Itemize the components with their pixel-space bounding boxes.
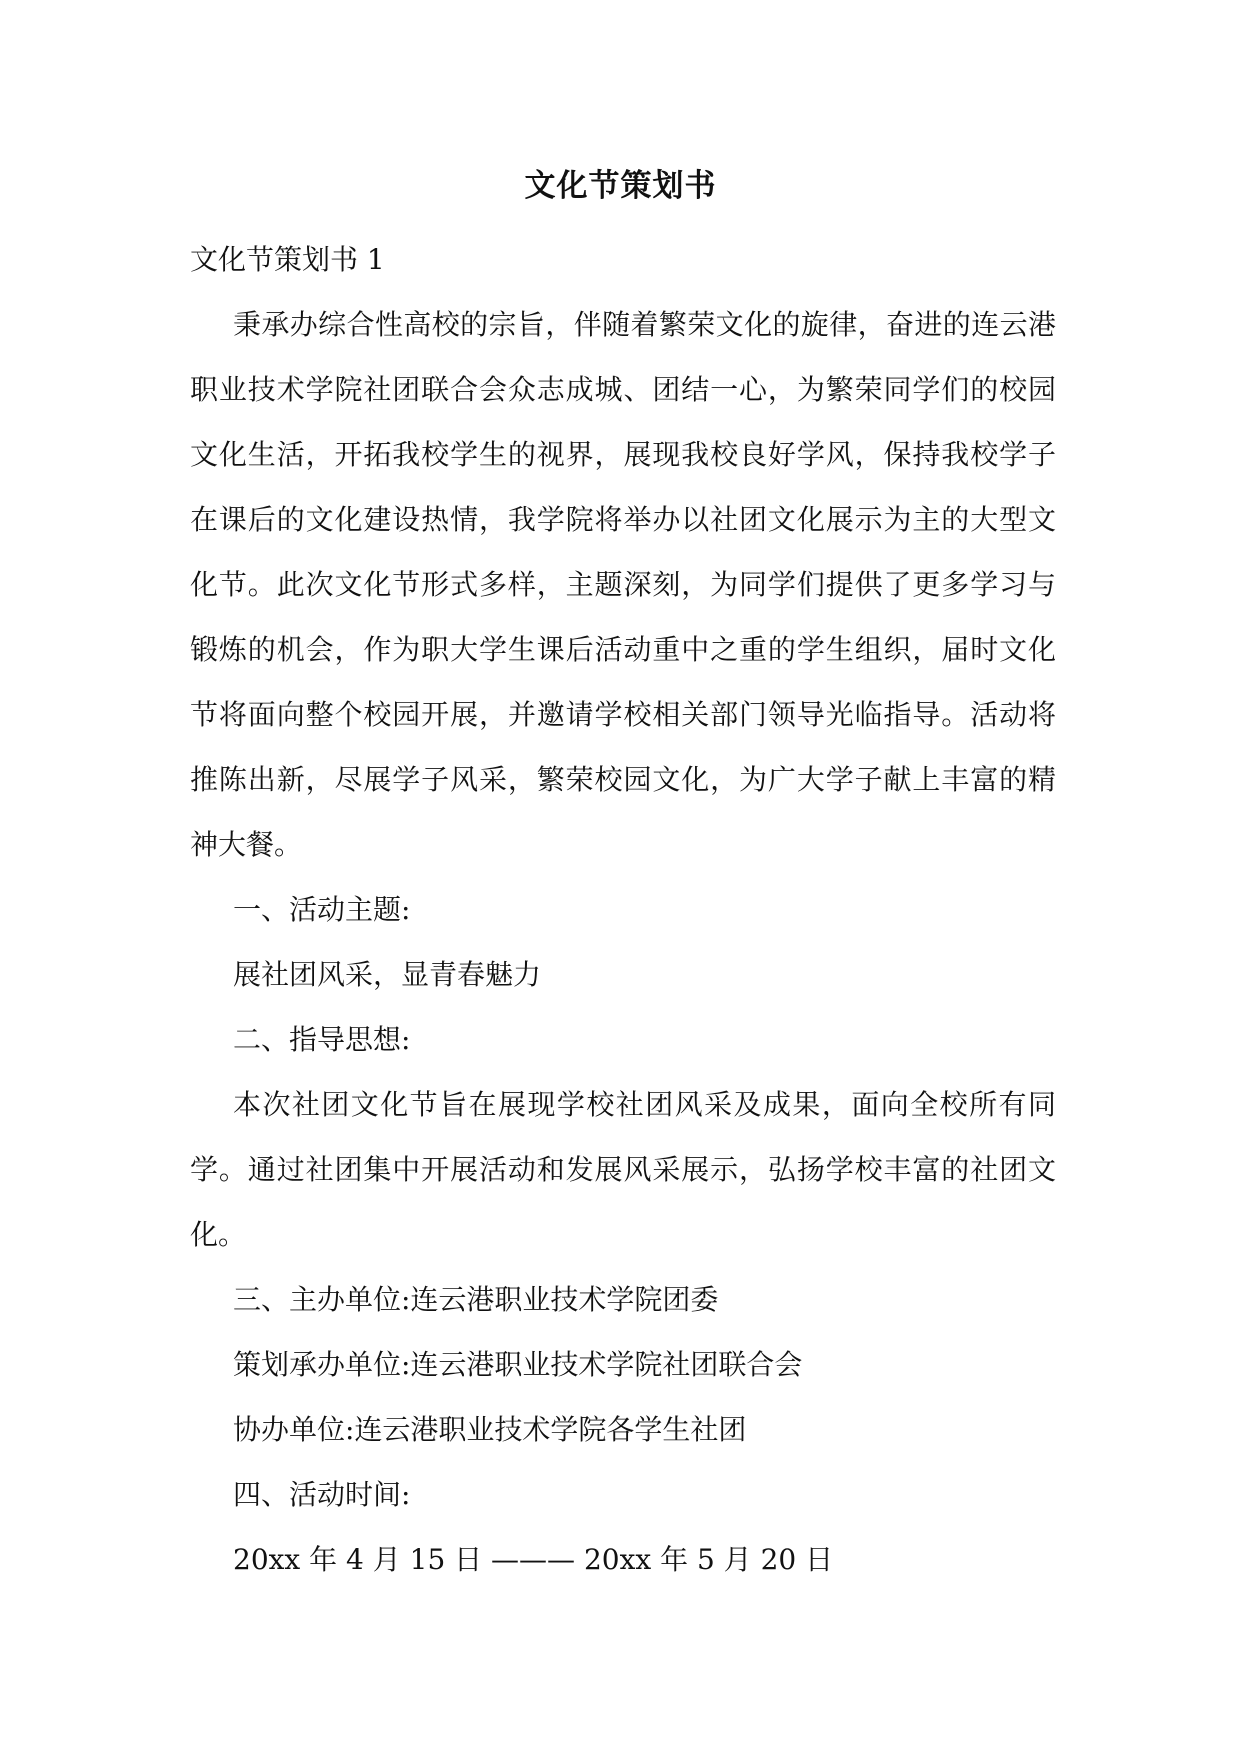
time-heading: 四、活动时间: <box>233 1478 411 1511</box>
document-title: 文化节策划书 <box>524 168 717 204</box>
theme-heading: 一、活动主题: <box>233 893 411 926</box>
theme-text: 展社团风采，显青春魅力 <box>233 958 542 991</box>
time-range: 20xx 年 4 月 15 日 ——— 20xx 年 5 月 20 日 <box>233 1543 834 1576</box>
intro-paragraph: 秉承办综合性高校的宗旨，伴随着繁荣文化的旋律，奋进的连云港职业技术学院社团联合会众志成城、团结一心，为繁荣同学们的校园文化生活，开拓我校学生的视界，展现我校良好学风，保持我校学子在课后的文化建设热情，我学院将举办以社团文化展示为主的大型文化节。此次文化节形式多样，主题深刻，为同学们提供了更多学习与锻炼的机会，作为职大学生课后活动重中之重的学生组织，届时文化节将面向整个校园开展，并邀请学校相关部门领导光临指导。活动将推陈出新，尽展学子风采，繁荣校园文化，为广大学子献上丰富的精神大餐。 <box>190 308 1056 861</box>
co-organizer-line: 协办单位:连云港职业技术学院各学生社团 <box>233 1413 747 1446</box>
document-body <box>190 227 1056 1592</box>
section-heading: 文化节策划书 1 <box>190 243 385 276</box>
guiding-heading: 二、指导思想: <box>233 1023 411 1056</box>
guiding-paragraph: 本次社团文化节旨在展现学校社团风采及成果，面向全校所有同学。通过社团集中开展活动和发展风采展示，弘扬学校丰富的社团文化。 <box>190 1088 1056 1251</box>
planner-line: 策划承办单位:连云港职业技术学院社团联合会 <box>233 1348 803 1381</box>
organizer-line: 三、主办单位:连云港职业技术学院团委 <box>233 1283 719 1316</box>
